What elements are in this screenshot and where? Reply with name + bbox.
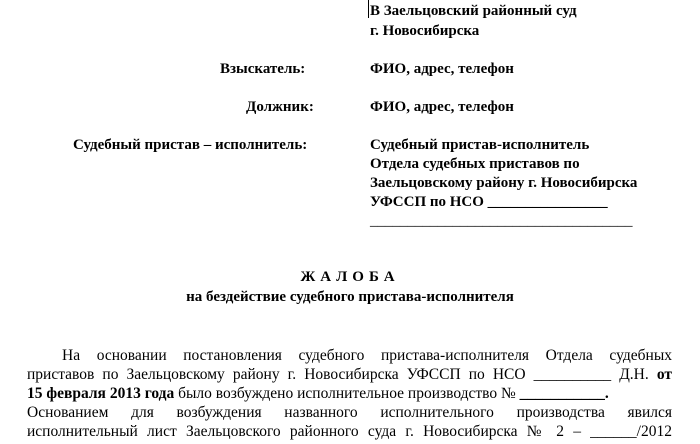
bailiff-label: Судебный пристав – исполнитель: — [73, 137, 308, 153]
complaint-title: ЖАЛОБА — [300, 269, 400, 285]
body-line-5: исполнительный лист Заельцовского районного суда г. Новосибирска № 2 – ______/2012 — [27, 423, 672, 440]
body-line-2-bold: от — [656, 366, 672, 383]
bailiff-line-4: УФССП по НСО ________________ — [370, 194, 608, 210]
body-line-1: На основании постановления судебного пристава-исполнителя Отдела судебных — [62, 347, 672, 364]
addressee-city: г. Новосибирска — [370, 23, 480, 39]
bailiff-line-1: Судебный пристав-исполнитель — [370, 137, 590, 153]
body-line-2-text: приставов по Заельцовскому району г. Новосибирска УФССП по НСО __________ Д.Н. — [27, 366, 649, 383]
bailiff-line-5: ___________________________________ — [370, 213, 633, 229]
body-date: 15 февраля 2013 года — [27, 385, 175, 402]
debtor-value: ФИО, адрес, телефон — [370, 99, 514, 115]
body-case-number-blank: ___________. — [519, 385, 609, 402]
body-line-4: Основанием для возбуждения названного исполнительного производства явился — [27, 404, 672, 421]
addressee-court: В Заельцовский районный суд — [370, 3, 577, 19]
body-line-2 — [27, 365, 672, 384]
body-line-3-text: было возбуждено исполнительное производство № — [178, 385, 516, 402]
text-cursor — [368, 0, 369, 18]
bailiff-line-3: Заельцовскому району г. Новосибирска — [370, 175, 638, 191]
claimant-value: ФИО, адрес, телефон — [370, 61, 514, 77]
claimant-label: Взыскатель: — [220, 61, 306, 77]
debtor-label: Должник: — [246, 99, 314, 115]
complaint-subtitle: на бездействие судебного пристава-исполнителя — [186, 289, 514, 305]
bailiff-line-2: Отдела судебных приставов по — [370, 156, 580, 172]
body-line-3 — [27, 384, 672, 403]
